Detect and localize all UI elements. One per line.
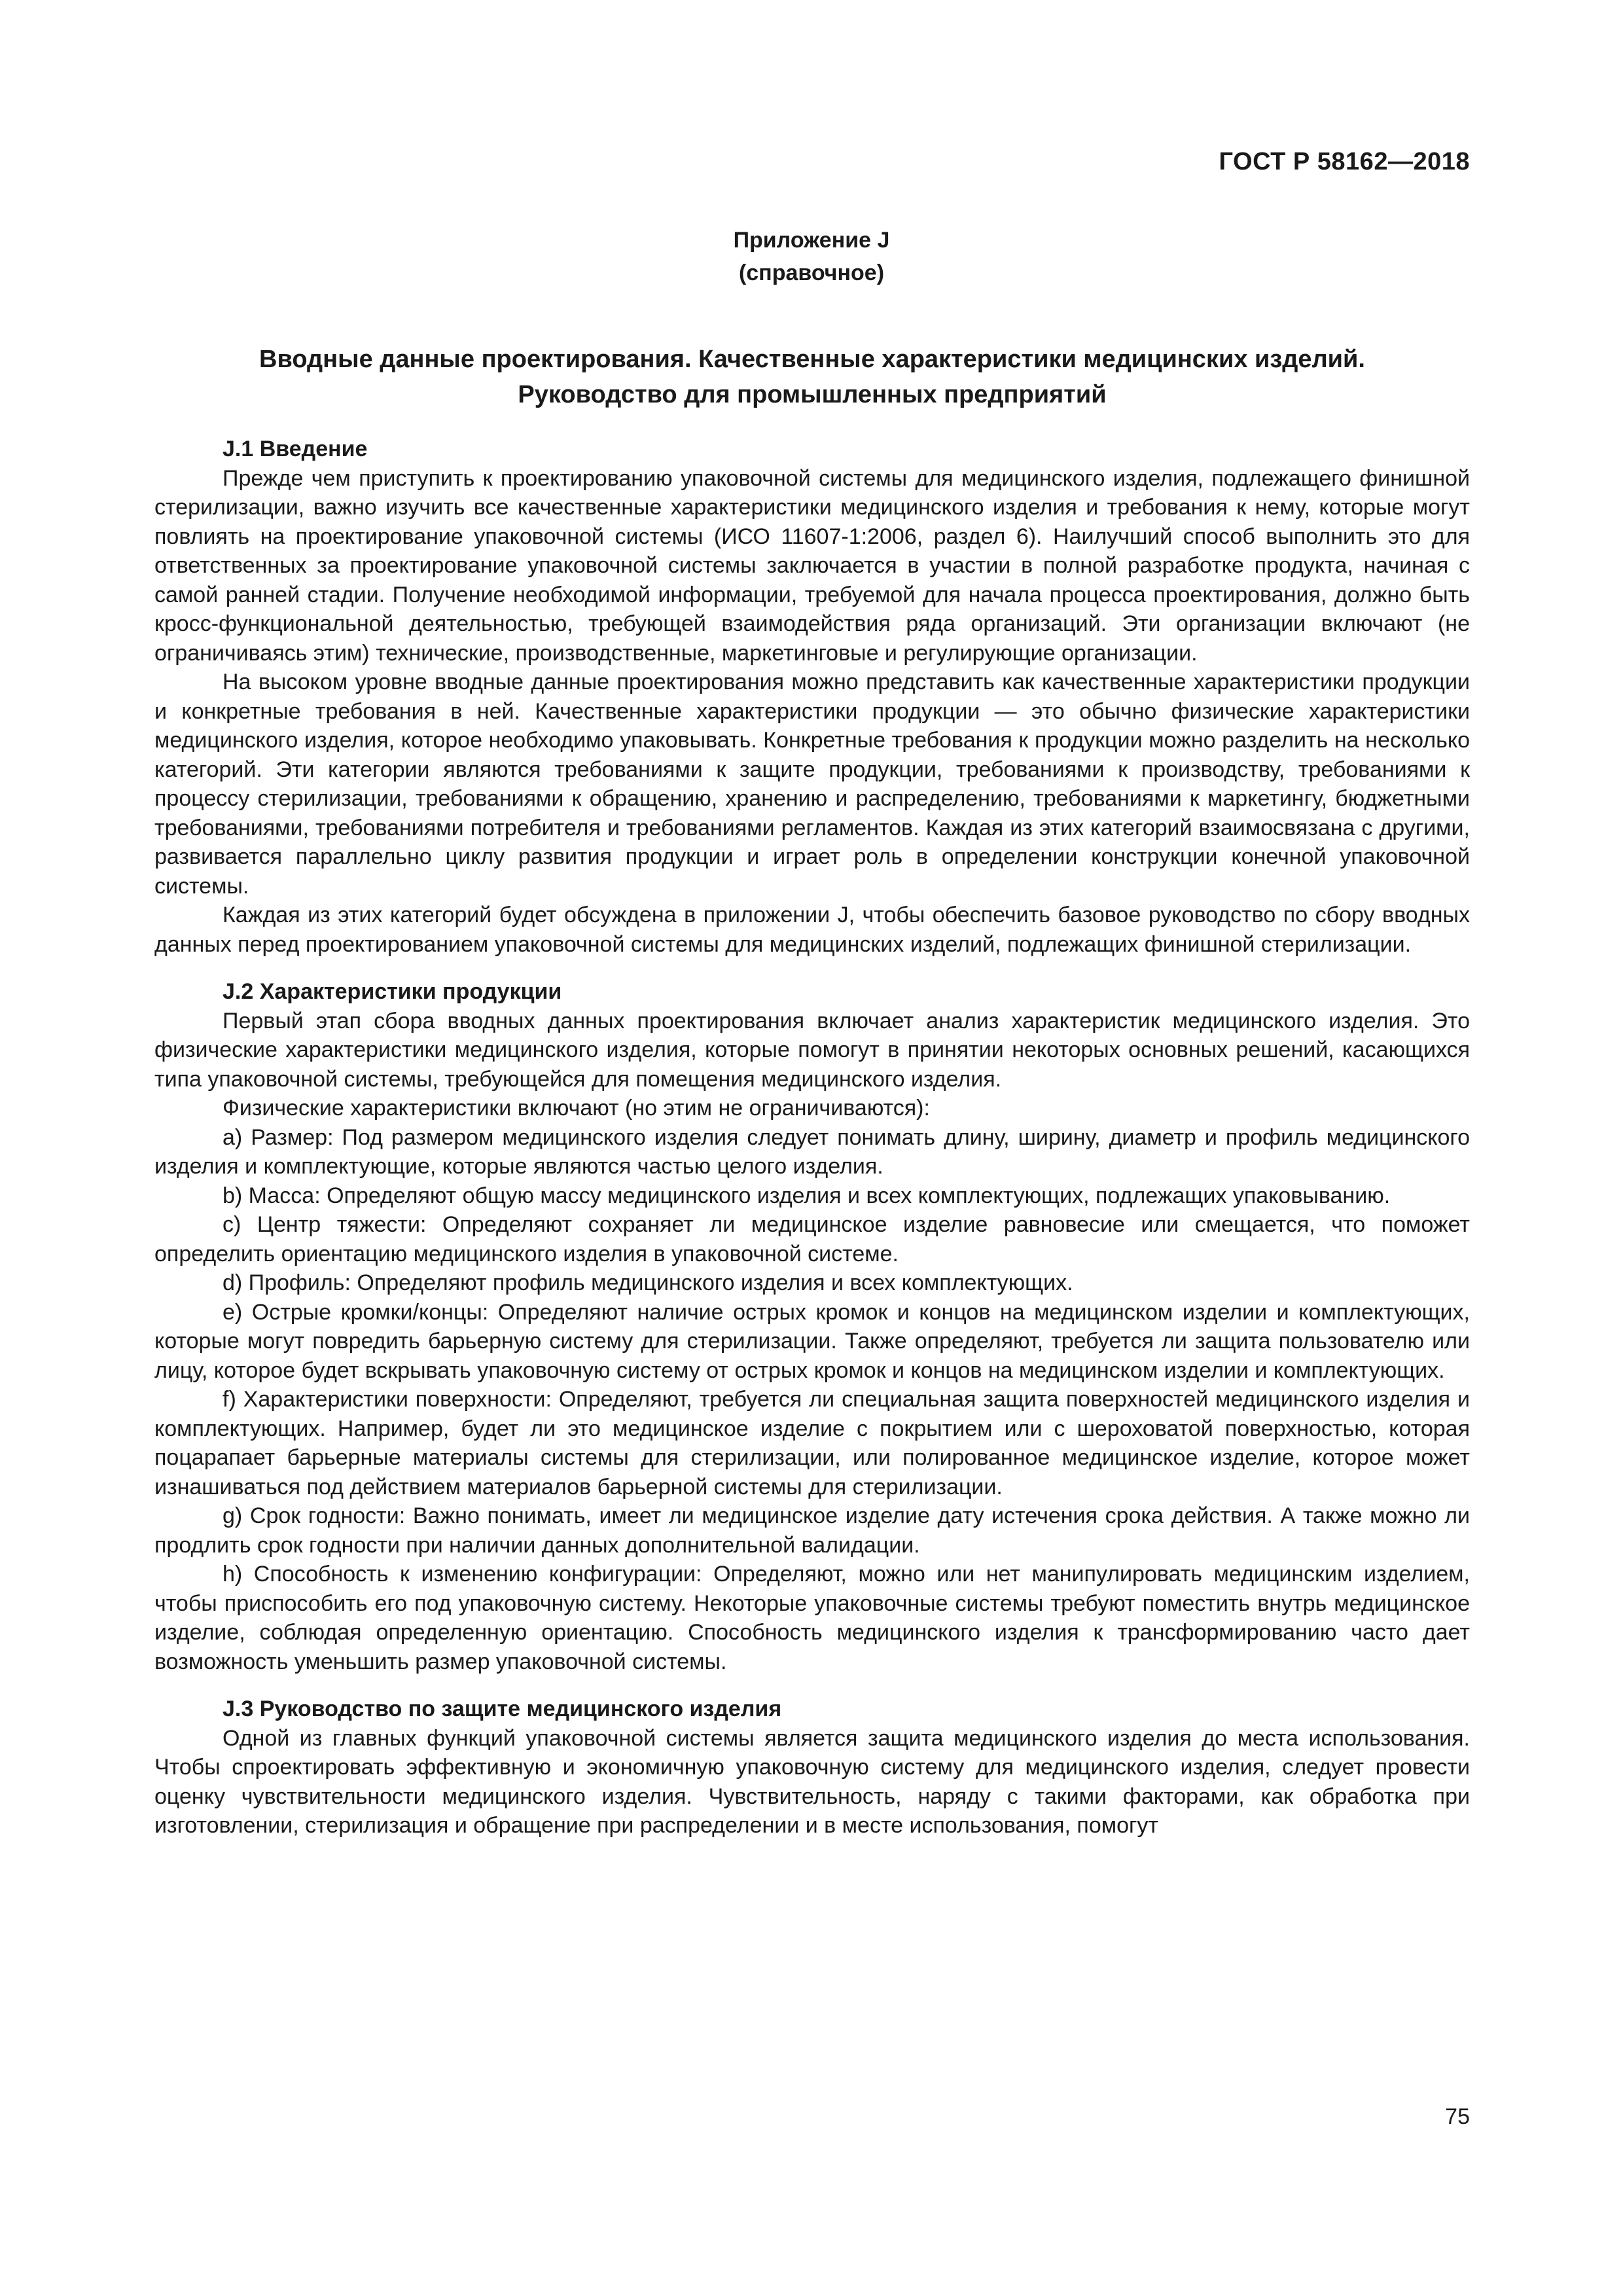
section-heading: J.3 Руководство по защите медицинского изделия [223, 1696, 782, 1721]
section-heading: J.1 Введение [223, 437, 368, 461]
annex-heading [0, 224, 1623, 289]
list-item: a) Размер: Под размером медицинского изделия следует понимать длину, ширину, диаметр и профиль медицинского изделия и комплектующие, которые являются частью целого изделия. [154, 1124, 1470, 1179]
annex-title [154, 342, 1470, 412]
list-item: e) Острые кромки/концы: Определяют наличие острых кромок и концов на медицинском изделии и комплектующих, которые могут повредить барьерную систему для стерилизации. Также определяют, требуется ли защита пользователю или лицу, которое будет вскрывать упаковочную систему от острых кромок и концов на медицинском изделии и комплектующих. [154, 1299, 1470, 1383]
page-number: 75 [1445, 2104, 1470, 2129]
document-code: ГОСТ Р 58162—2018 [1219, 148, 1470, 175]
list-item: h) Способность к изменению конфигурации: Определяют, можно или нет манипулировать медицинским изделием, чтобы приспособить его под упаковочную систему. Некоторые упаковочные системы требуют поместить внутрь медицинское изделие, соблюдая определенную ориентацию. Способность медицинского изделия к трансформированию часто дает возможность уменьшить размер упаковочной системы. [154, 1562, 1470, 1674]
paragraph: Первый этап сбора вводных данных проектирования включает анализ характеристик медицинского изделия. Это физические характеристики медицинского изделия, которые помогут в принятии некоторых основных решений, касающихся типа упаковочной системы, требующейся для помещения медицинского изделия. [154, 1008, 1470, 1092]
annex-title-line-2: Руководство для промышленных предприятий [518, 381, 1107, 408]
list-item: g) Срок годности: Важно понимать, имеет ли медицинское изделие дату истечения срока действия. А также можно ли продлить срок годности при наличии данных дополнительной валидации. [154, 1503, 1470, 1558]
section-j1-introduction [154, 435, 1470, 959]
paragraph: Прежде чем приступить к проектированию упаковочной системы для медицинского изделия, подлежащего финишной стерилизации, важно изучить все качественные характеристики медицинского изделия и требования к нему, которые могут повлиять на проектирование упаковочной системы (ИСО 11607-1:2006, раздел 6). Наилучший способ выполнить это для ответственных за проектирование упаковочной системы заключается в участии в полной разработке продукта, начиная с самой ранней стадии. Получение необходимой информации, требуемой для начала процесса проектирования, должно быть кросс-функциональной деятельностью, требующей взаимодействия ряда организаций. Эти организации включают (не ограничиваясь этим) технические, производственные, маркетинговые и регулирующие организации. [154, 465, 1470, 666]
section-j3-product-protection [154, 1695, 1470, 1840]
annex-label: Приложение J [733, 228, 890, 253]
annex-title-line-1: Вводные данные проектирования. Качественные характеристики медицинских изделий. [259, 346, 1365, 373]
list-item: c) Центр тяжести: Определяют сохраняет ли медицинское изделие равновесие или смещается, что поможет определить ориентацию медицинского изделия в упаковочной системе. [154, 1212, 1470, 1266]
section-j2-product-characteristics [154, 977, 1470, 1676]
paragraph: Одной из главных функций упаковочной системы является защита медицинского изделия до места использования. Чтобы спроектировать эффективную и экономичную упаковочную систему для медицинского изделия, следует провести оценку чувствительности медицинского изделия. Чувствительность, наряду с такими факторами, как обработка при изготовлении, стерилизация и обращение при распределении и в месте использования, помогут [154, 1725, 1470, 1838]
document-body [154, 435, 1470, 1840]
list-item: d) Профиль: Определяют профиль медицинского изделия и всех комплектующих. [223, 1270, 1073, 1295]
paragraph: На высоком уровне вводные данные проектирования можно представить как качественные характеристики продукции и конкретные требования в ней. Качественные характеристики продукции — это обычно физические характеристики медицинского изделия, которое необходимо упаковывать. Конкретные требования к продукции можно разделить на несколько категорий. Эти категории являются требованиями к защите продукции, требованиями к производству, требованиями к процессу стерилизации, требованиями к обращению, хранению и распределению, требованиями к маркетингу, бюджетными требованиями, требованиями потребителя и требованиями регламентов. Каждая из этих категорий взаимосвязана с другими, развивается параллельно циклу развития продукции и играет роль в определении конструкции конечной упаковочной системы. [154, 670, 1470, 899]
list-item: f) Характеристики поверхности: Определяют, требуется ли специальная защита поверхностей медицинского изделия и комплектующих. Например, будет ли это медицинское изделие с покрытием или с шероховатой поверхностью, которая поцарапает барьерные материалы системы для стерилизации, или полированное медицинское изделие, которое может изнашиваться под действием материалов барьерной системы для стерилизации. [154, 1387, 1470, 1499]
annex-type: (справочное) [738, 260, 885, 285]
paragraph: Физические характеристики включают (но этим не ограничиваются): [223, 1096, 930, 1121]
list-item: b) Масса: Определяют общую массу медицинского изделия и всех комплектующих, подлежащих упаковыванию. [223, 1183, 1391, 1208]
paragraph: Каждая из этих категорий будет обсуждена в приложении J, чтобы обеспечить базовое руководство по сбору вводных данных перед проектированием упаковочной системы для медицинских изделий, подлежащих финишной стерилизации. [154, 903, 1470, 957]
section-heading: J.2 Характеристики продукции [223, 979, 562, 1004]
